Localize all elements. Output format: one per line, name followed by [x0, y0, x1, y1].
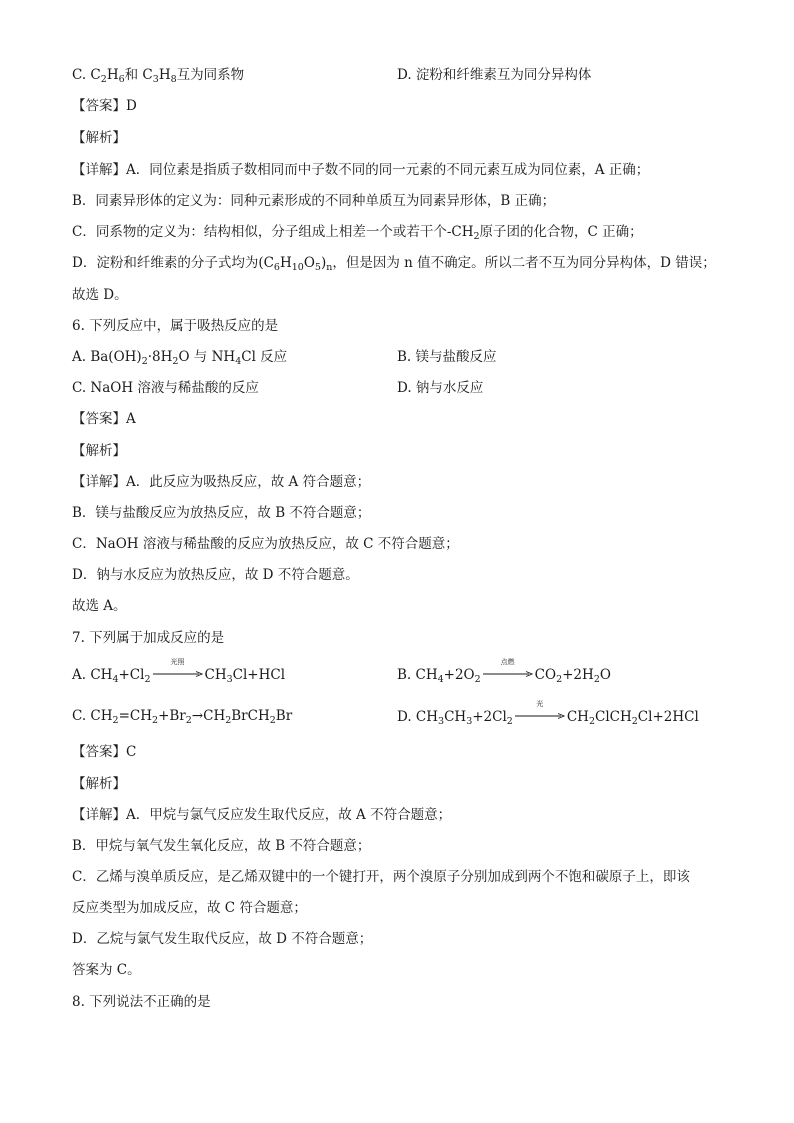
q7-answer: 【答案】C — [72, 744, 137, 760]
q7-option-a: A. $CH_4+Cl_2$ 光照 $CH_3Cl+HCl$ — [72, 658, 286, 685]
q7-detail-c-line-1: C．乙烯与溴单质反应，是乙烯双键中的一个键打开，两个溴原子分别加成到两个不饱和碳原子上，即该 — [72, 869, 690, 885]
q7-conclusion: 答案为 C。 — [72, 962, 141, 978]
q6-option-b: B. 镁与盐酸反应 — [397, 349, 497, 365]
q5-answer: 【答案】D — [72, 98, 137, 114]
q6-option-row-1 — [72, 348, 497, 371]
q7-option-b: B. $CH_4+2O_2$ 点燃 $CO_2+2H_2O$ — [397, 658, 611, 685]
q7-detail-c-line-2: 反应类型为加成反应，故 C 符合题意； — [72, 900, 307, 916]
reaction-arrow-icon: 光 — [515, 707, 565, 719]
q7-option-row-2 — [72, 700, 699, 730]
q6-option-row-2 — [72, 379, 484, 397]
q6-option-a: A. $Ba(OH)_2\cdot 8H_2O$ 与 $NH_4Cl$ 反应 — [72, 349, 288, 367]
q6-stem: 6. 下列反应中，属于吸热反应的是 — [72, 318, 279, 334]
q5-option-d: D. 淀粉和纤维素互为同分异构体 — [397, 67, 592, 83]
q7-option-c: C. $CH_2=CH_2+Br_2\to CH_2BrCH_2Br$ — [72, 708, 293, 726]
q7-stem: 7. 下列属于加成反应的是 — [72, 630, 225, 646]
q6-detail-d: D．钠与水反应为放热反应，故 D 不符合题意。 — [72, 567, 359, 583]
q5-detail-c: C．同系物的定义为：结构相似，分子组成上相差一个或若干个$-CH_2$原子团的化合物，C 正确； — [72, 224, 643, 242]
q5-conclusion: 故选 D。 — [72, 287, 128, 303]
q7-detail-d: D．乙烷与氯气发生取代反应，故 D 不符合题意； — [72, 931, 373, 947]
q6-detail-b: B．镁与盐酸反应为放热反应，故 B 不符合题意； — [72, 505, 371, 521]
q6-analysis-label: 【解析】 — [72, 443, 126, 459]
q6-answer: 【答案】A — [72, 411, 136, 427]
q6-conclusion: 故选 A。 — [72, 598, 127, 614]
q7-option-row-1 — [72, 658, 611, 689]
q5-detail-d: D．淀粉和纤维素的分子式均为$(C_6H_{10}O_5)_n$，但是因为 n 值不确定。所以二者不互为同分异构体，D 错误； — [72, 255, 716, 273]
q5-option-row — [72, 66, 592, 89]
q6-detail-a: 【详解】A．此反应为吸热反应，故 A 符合题意； — [72, 474, 371, 490]
q8-stem: 8. 下列说法不正确的是 — [72, 994, 211, 1010]
q5-detail-b: B．同素异形体的定义为：同种元素形成的不同种单质互为同素异形体，B 正确； — [72, 193, 556, 209]
q5-analysis-label: 【解析】 — [72, 130, 126, 146]
q7-detail-a: 【详解】A．甲烷与氯气反应发生取代反应，故 A 不符合题意； — [72, 807, 452, 823]
q6-detail-c: C．NaOH 溶液与稀盐酸的反应为放热反应，故 C 不符合题意； — [72, 536, 459, 552]
q7-option-d: D. $CH_3CH_3+2Cl_2$ 光 $CH_2ClCH_2Cl+2HCl$ — [397, 700, 699, 727]
q7-analysis-label: 【解析】 — [72, 776, 126, 792]
reaction-arrow-icon: 光照 — [153, 665, 203, 677]
q6-option-d: D. 钠与水反应 — [397, 380, 484, 396]
q6-option-c: C. NaOH 溶液与稀盐酸的反应 — [72, 380, 259, 396]
reaction-arrow-icon: 点燃 — [483, 665, 533, 677]
q5-option-c: C. $C_2H_6$和 $C_3H_8$互为同系物 — [72, 67, 245, 85]
q7-detail-b: B．甲烷与氧气发生氧化反应，故 B 不符合题意； — [72, 838, 371, 854]
q5-detail-a: 【详解】A．同位素是指质子数相同而中子数不同的同一元素的不同元素互成为同位素，A 正确； — [72, 162, 650, 178]
